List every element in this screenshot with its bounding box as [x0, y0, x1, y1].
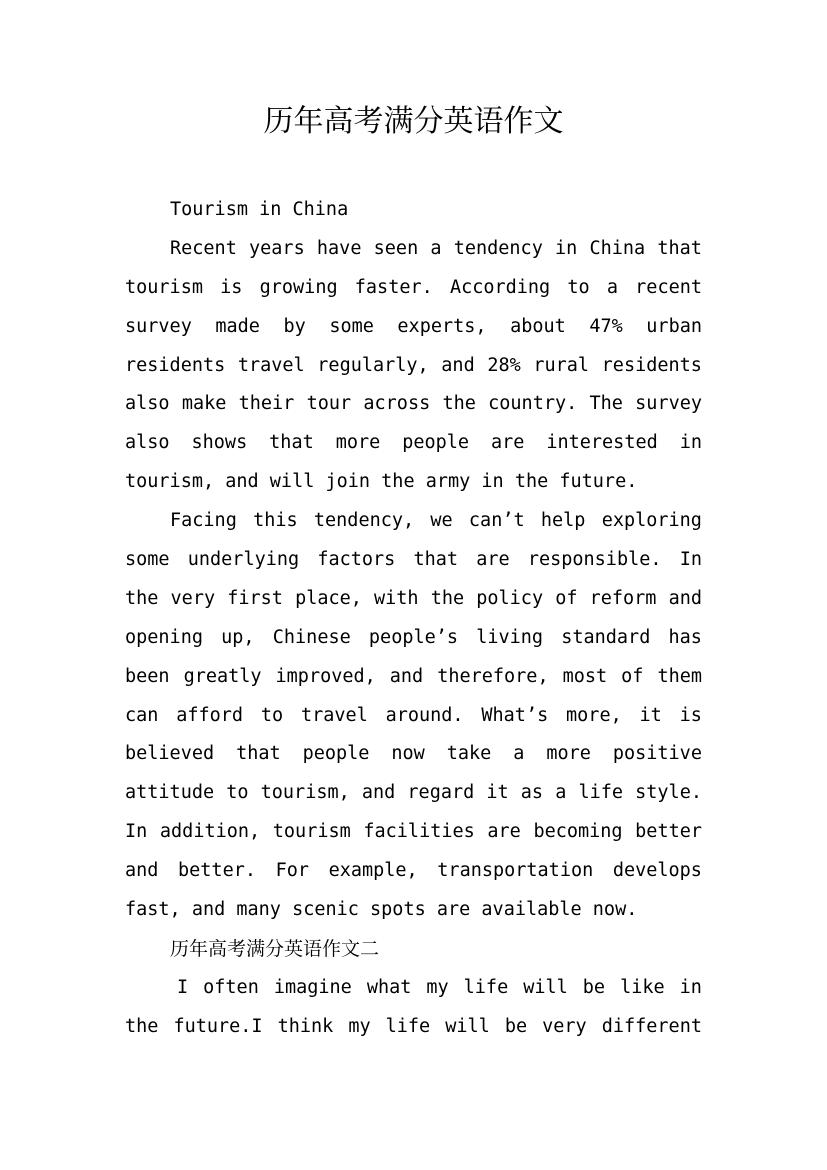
- word: attitude: [125, 782, 215, 804]
- word: think: [277, 1015, 334, 1037]
- word: tendency: [453, 237, 543, 259]
- word: regularly,: [317, 354, 429, 376]
- word: a: [555, 782, 567, 804]
- word: opening: [125, 626, 203, 648]
- word: regard: [407, 782, 475, 804]
- document-body: [125, 191, 702, 1047]
- word: my: [426, 976, 449, 998]
- text-line: [125, 308, 702, 347]
- word: the: [125, 1015, 159, 1037]
- word: in: [679, 432, 702, 454]
- word: standard: [561, 626, 651, 648]
- word: better.: [178, 860, 256, 882]
- word: a: [430, 237, 442, 259]
- text-line: [125, 813, 702, 852]
- word: also: [125, 393, 170, 415]
- word: living: [476, 626, 544, 648]
- word: urban: [646, 315, 702, 337]
- word: people’s: [368, 626, 459, 648]
- word: often: [203, 976, 259, 998]
- word: What’s: [481, 704, 549, 726]
- word: as: [520, 782, 544, 804]
- word: to: [226, 782, 249, 804]
- word: the: [125, 587, 159, 609]
- word: experts,: [397, 315, 487, 337]
- word: what: [366, 976, 412, 998]
- word: afford: [176, 704, 244, 726]
- word: more: [335, 432, 381, 454]
- text-line: [125, 502, 702, 541]
- text-line: [125, 735, 702, 774]
- word: Chinese: [272, 626, 351, 648]
- word: and: [389, 665, 424, 687]
- text-line: [125, 385, 702, 424]
- word: The: [589, 393, 623, 415]
- word: have: [316, 237, 362, 259]
- word: a: [513, 743, 525, 765]
- word: and: [441, 354, 475, 376]
- word: in: [679, 976, 702, 998]
- word: people: [402, 432, 470, 454]
- word: been: [125, 665, 170, 687]
- word: their: [238, 393, 295, 415]
- word: in: [555, 237, 578, 259]
- word: China: [589, 237, 646, 259]
- word: very: [170, 587, 216, 609]
- word: travel: [300, 704, 368, 726]
- word: interested: [546, 432, 658, 454]
- word: and: [125, 860, 159, 882]
- word: and: [361, 782, 396, 804]
- text-line: tourism, and will join the army in the future.: [125, 471, 638, 493]
- text-line: [125, 1008, 702, 1047]
- word: becoming: [533, 821, 623, 843]
- text-line: fast, and many scenic spots are available now.: [125, 899, 638, 921]
- word: will: [523, 976, 568, 998]
- word: transportation: [437, 860, 594, 882]
- word: better: [635, 821, 702, 843]
- word: shows: [191, 432, 248, 454]
- word: some: [329, 315, 374, 337]
- text-line: [125, 424, 702, 463]
- word: we: [430, 510, 453, 532]
- text-line: [125, 774, 702, 813]
- word: growing: [259, 276, 338, 298]
- word: be: [504, 1015, 528, 1037]
- word: and: [668, 587, 702, 609]
- word: develops: [612, 860, 702, 882]
- text-line: [125, 269, 702, 308]
- word: by: [283, 315, 306, 337]
- text-line: 历年高考满分英语作文二: [170, 937, 380, 960]
- word: that: [269, 432, 314, 454]
- word: greatly: [183, 665, 262, 687]
- text-line: [125, 580, 702, 619]
- text-line: [125, 969, 702, 1008]
- word: of: [621, 665, 644, 687]
- word: are: [487, 821, 521, 843]
- word: tendency,: [313, 510, 415, 532]
- word: with: [374, 587, 419, 609]
- word: exploring: [601, 510, 702, 532]
- word: very: [542, 1015, 587, 1037]
- text-line: [125, 852, 702, 891]
- word: In: [679, 549, 702, 571]
- word: policy: [476, 587, 544, 609]
- word: recent: [635, 276, 702, 298]
- word: the: [430, 587, 465, 609]
- word: can: [125, 704, 159, 726]
- word: to: [567, 276, 590, 298]
- word: most: [562, 665, 608, 687]
- word: Recent: [170, 237, 237, 259]
- word: will: [445, 1015, 490, 1037]
- text-line: [125, 697, 702, 736]
- text-line: Tourism in China: [170, 199, 349, 220]
- word: across: [363, 393, 431, 415]
- word: people: [302, 743, 370, 765]
- word: make: [181, 393, 227, 415]
- word: made: [215, 315, 260, 337]
- word: it: [486, 782, 509, 804]
- word: take: [446, 743, 492, 765]
- word: responsible.: [527, 549, 662, 571]
- word: reform: [589, 587, 657, 609]
- word: them: [657, 665, 702, 687]
- word: tour: [306, 393, 352, 415]
- word: I: [177, 976, 189, 998]
- word: 28%: [487, 354, 521, 376]
- text-line: [125, 230, 702, 269]
- word: place,: [295, 587, 362, 609]
- word: therefore,: [437, 665, 549, 687]
- word: addition,: [159, 821, 261, 843]
- word: more: [546, 743, 591, 765]
- word: residents: [601, 354, 702, 376]
- word: the: [442, 393, 476, 415]
- word: my: [348, 1015, 371, 1037]
- word: facilities: [363, 821, 475, 843]
- word: life: [463, 976, 509, 998]
- word: For: [275, 860, 309, 882]
- word: a: [606, 276, 618, 298]
- word: example,: [328, 860, 418, 882]
- word: factors: [317, 549, 396, 571]
- word: style.: [635, 782, 702, 804]
- word: underlying: [187, 549, 300, 571]
- word: has: [668, 626, 702, 648]
- word: imagine: [273, 976, 352, 998]
- word: tourism,: [260, 782, 350, 804]
- word: are: [476, 549, 510, 571]
- document-title: 历年高考满分英语作文: [263, 104, 564, 139]
- word: is: [220, 276, 243, 298]
- word: like: [620, 976, 665, 998]
- word: improved,: [275, 665, 376, 687]
- word: this: [253, 510, 298, 532]
- word: residents: [125, 354, 226, 376]
- text-line: [125, 619, 702, 658]
- word: survey: [125, 315, 192, 337]
- word: that: [657, 237, 702, 259]
- text-line: [125, 541, 702, 580]
- word: that: [413, 549, 459, 571]
- word: are: [490, 432, 525, 454]
- word: up,: [221, 626, 255, 648]
- word: is: [679, 704, 702, 726]
- word: seen: [373, 237, 419, 259]
- word: that: [236, 743, 281, 765]
- word: country.: [488, 393, 578, 415]
- word: believed: [125, 743, 215, 765]
- word: faster.: [354, 276, 433, 298]
- word: be: [582, 976, 606, 998]
- word: some: [125, 549, 170, 571]
- word: it: [639, 704, 662, 726]
- word: positive: [612, 743, 702, 765]
- text-line: [125, 658, 702, 697]
- word: travel: [237, 354, 305, 376]
- word: now: [391, 743, 425, 765]
- word: first: [227, 587, 283, 609]
- word: about: [510, 315, 566, 337]
- word: 47%: [589, 315, 623, 337]
- word: life: [385, 1015, 431, 1037]
- word: more,: [566, 704, 622, 726]
- word: years: [249, 237, 305, 259]
- word: future.I: [173, 1015, 263, 1037]
- text-line: [125, 347, 702, 386]
- word: different: [601, 1015, 702, 1037]
- word: rural: [533, 354, 590, 376]
- word: around.: [385, 704, 464, 726]
- word: tourism: [272, 821, 351, 843]
- word: can’t: [468, 510, 525, 532]
- word: In: [125, 821, 148, 843]
- word: survey: [635, 393, 702, 415]
- word: Facing: [170, 510, 237, 532]
- word: life: [578, 782, 624, 804]
- word: help: [540, 510, 586, 532]
- word: to: [260, 704, 284, 726]
- word: also: [125, 432, 170, 454]
- word: According: [449, 276, 551, 298]
- word: of: [555, 587, 578, 609]
- word: tourism: [125, 276, 203, 298]
